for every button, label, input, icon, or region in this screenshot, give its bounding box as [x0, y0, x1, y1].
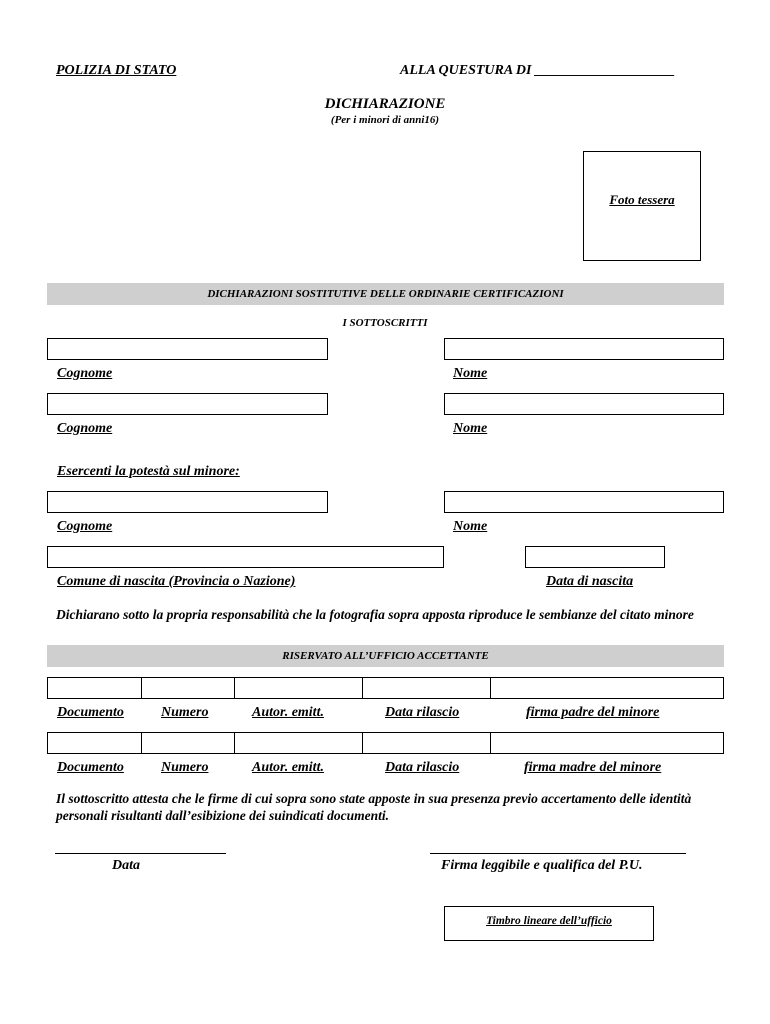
questura-heading: ALLA QUESTURA DI ____________________ — [400, 63, 675, 78]
minor-surname-field[interactable] — [47, 491, 328, 513]
father-number-cell[interactable] — [141, 677, 235, 699]
row2-document-label: Documento — [57, 760, 124, 775]
photo-box — [583, 151, 701, 261]
date-signature-line — [55, 853, 226, 854]
birthdate-field[interactable] — [525, 546, 665, 568]
attestation-text: Il sottoscritto attesta che le firme di cui sopra sono state apposte in sua presenza previo accertamento delle identità personali risultanti dall’esibizione dei suindicati documenti. — [56, 791, 692, 823]
row2-authority-label: Autor. emitt. — [252, 760, 324, 775]
birthdate-label: Data di nascita — [546, 574, 634, 589]
row2-issue-date-label: Data rilascio — [385, 760, 460, 775]
signer1-surname-field[interactable] — [47, 338, 328, 360]
father-authority-cell[interactable] — [234, 677, 363, 699]
mother-authority-cell[interactable] — [234, 732, 363, 754]
row1-document-label: Documento — [57, 705, 124, 720]
minor-name-label: Nome — [453, 519, 488, 534]
signers-heading: I SOTTOSCRITTI — [342, 317, 428, 329]
father-document-cell[interactable] — [47, 677, 142, 699]
section-bar-declarations: DICHIARAZIONI SOSTITUTIVE DELLE ORDINARIE CERTIFICAZIONI — [47, 283, 724, 305]
father-signature-cell[interactable] — [490, 677, 724, 699]
row1-number-label: Numero — [161, 705, 209, 720]
document-subtitle: (Per i minori di anni16) — [330, 114, 440, 126]
row2-signature-label: firma madre del minore — [524, 760, 662, 775]
row1-signature-label: firma padre del minore — [526, 705, 660, 720]
date-label: Data — [112, 858, 140, 873]
mother-document-cell[interactable] — [47, 732, 142, 754]
row1-authority-label: Autor. emitt. — [252, 705, 324, 720]
signer2-name-field[interactable] — [444, 393, 724, 415]
mother-number-cell[interactable] — [141, 732, 235, 754]
signer1-surname-label: Cognome — [57, 366, 113, 381]
stamp-box — [444, 906, 654, 941]
signer2-name-label: Nome — [453, 421, 488, 436]
signer1-name-label: Nome — [453, 366, 488, 381]
signer2-surname-field[interactable] — [47, 393, 328, 415]
official-signature-line — [430, 853, 686, 854]
signer1-name-field[interactable] — [444, 338, 724, 360]
birthplace-field[interactable] — [47, 546, 444, 568]
police-heading: POLIZIA DI STATO — [56, 63, 177, 78]
photo-declaration: Dichiarano sotto la propria responsabilità che la fotografia sopra apposta riproduce le sembianze del citato minore — [56, 607, 694, 622]
photo-box-label: Foto tessera — [609, 192, 675, 207]
row2-number-label: Numero — [161, 760, 209, 775]
birthplace-label: Comune di nascita (Provincia o Nazione) — [57, 574, 296, 589]
minor-heading: Esercenti la potestà sul minore: — [57, 464, 240, 479]
stamp-label: Timbro lineare dell’ufficio — [486, 915, 612, 927]
section-bar-office: RISERVATO ALL’UFFICIO ACCETTANTE — [47, 645, 724, 667]
row1-issue-date-label: Data rilascio — [385, 705, 460, 720]
minor-surname-label: Cognome — [57, 519, 113, 534]
official-signature-label: Firma leggibile e qualifica del P.U. — [441, 858, 643, 873]
minor-name-field[interactable] — [444, 491, 724, 513]
father-issue-date-cell[interactable] — [362, 677, 491, 699]
signer2-surname-label: Cognome — [57, 421, 113, 436]
mother-signature-cell[interactable] — [490, 732, 724, 754]
mother-issue-date-cell[interactable] — [362, 732, 491, 754]
document-title: DICHIARAZIONE — [324, 96, 446, 112]
